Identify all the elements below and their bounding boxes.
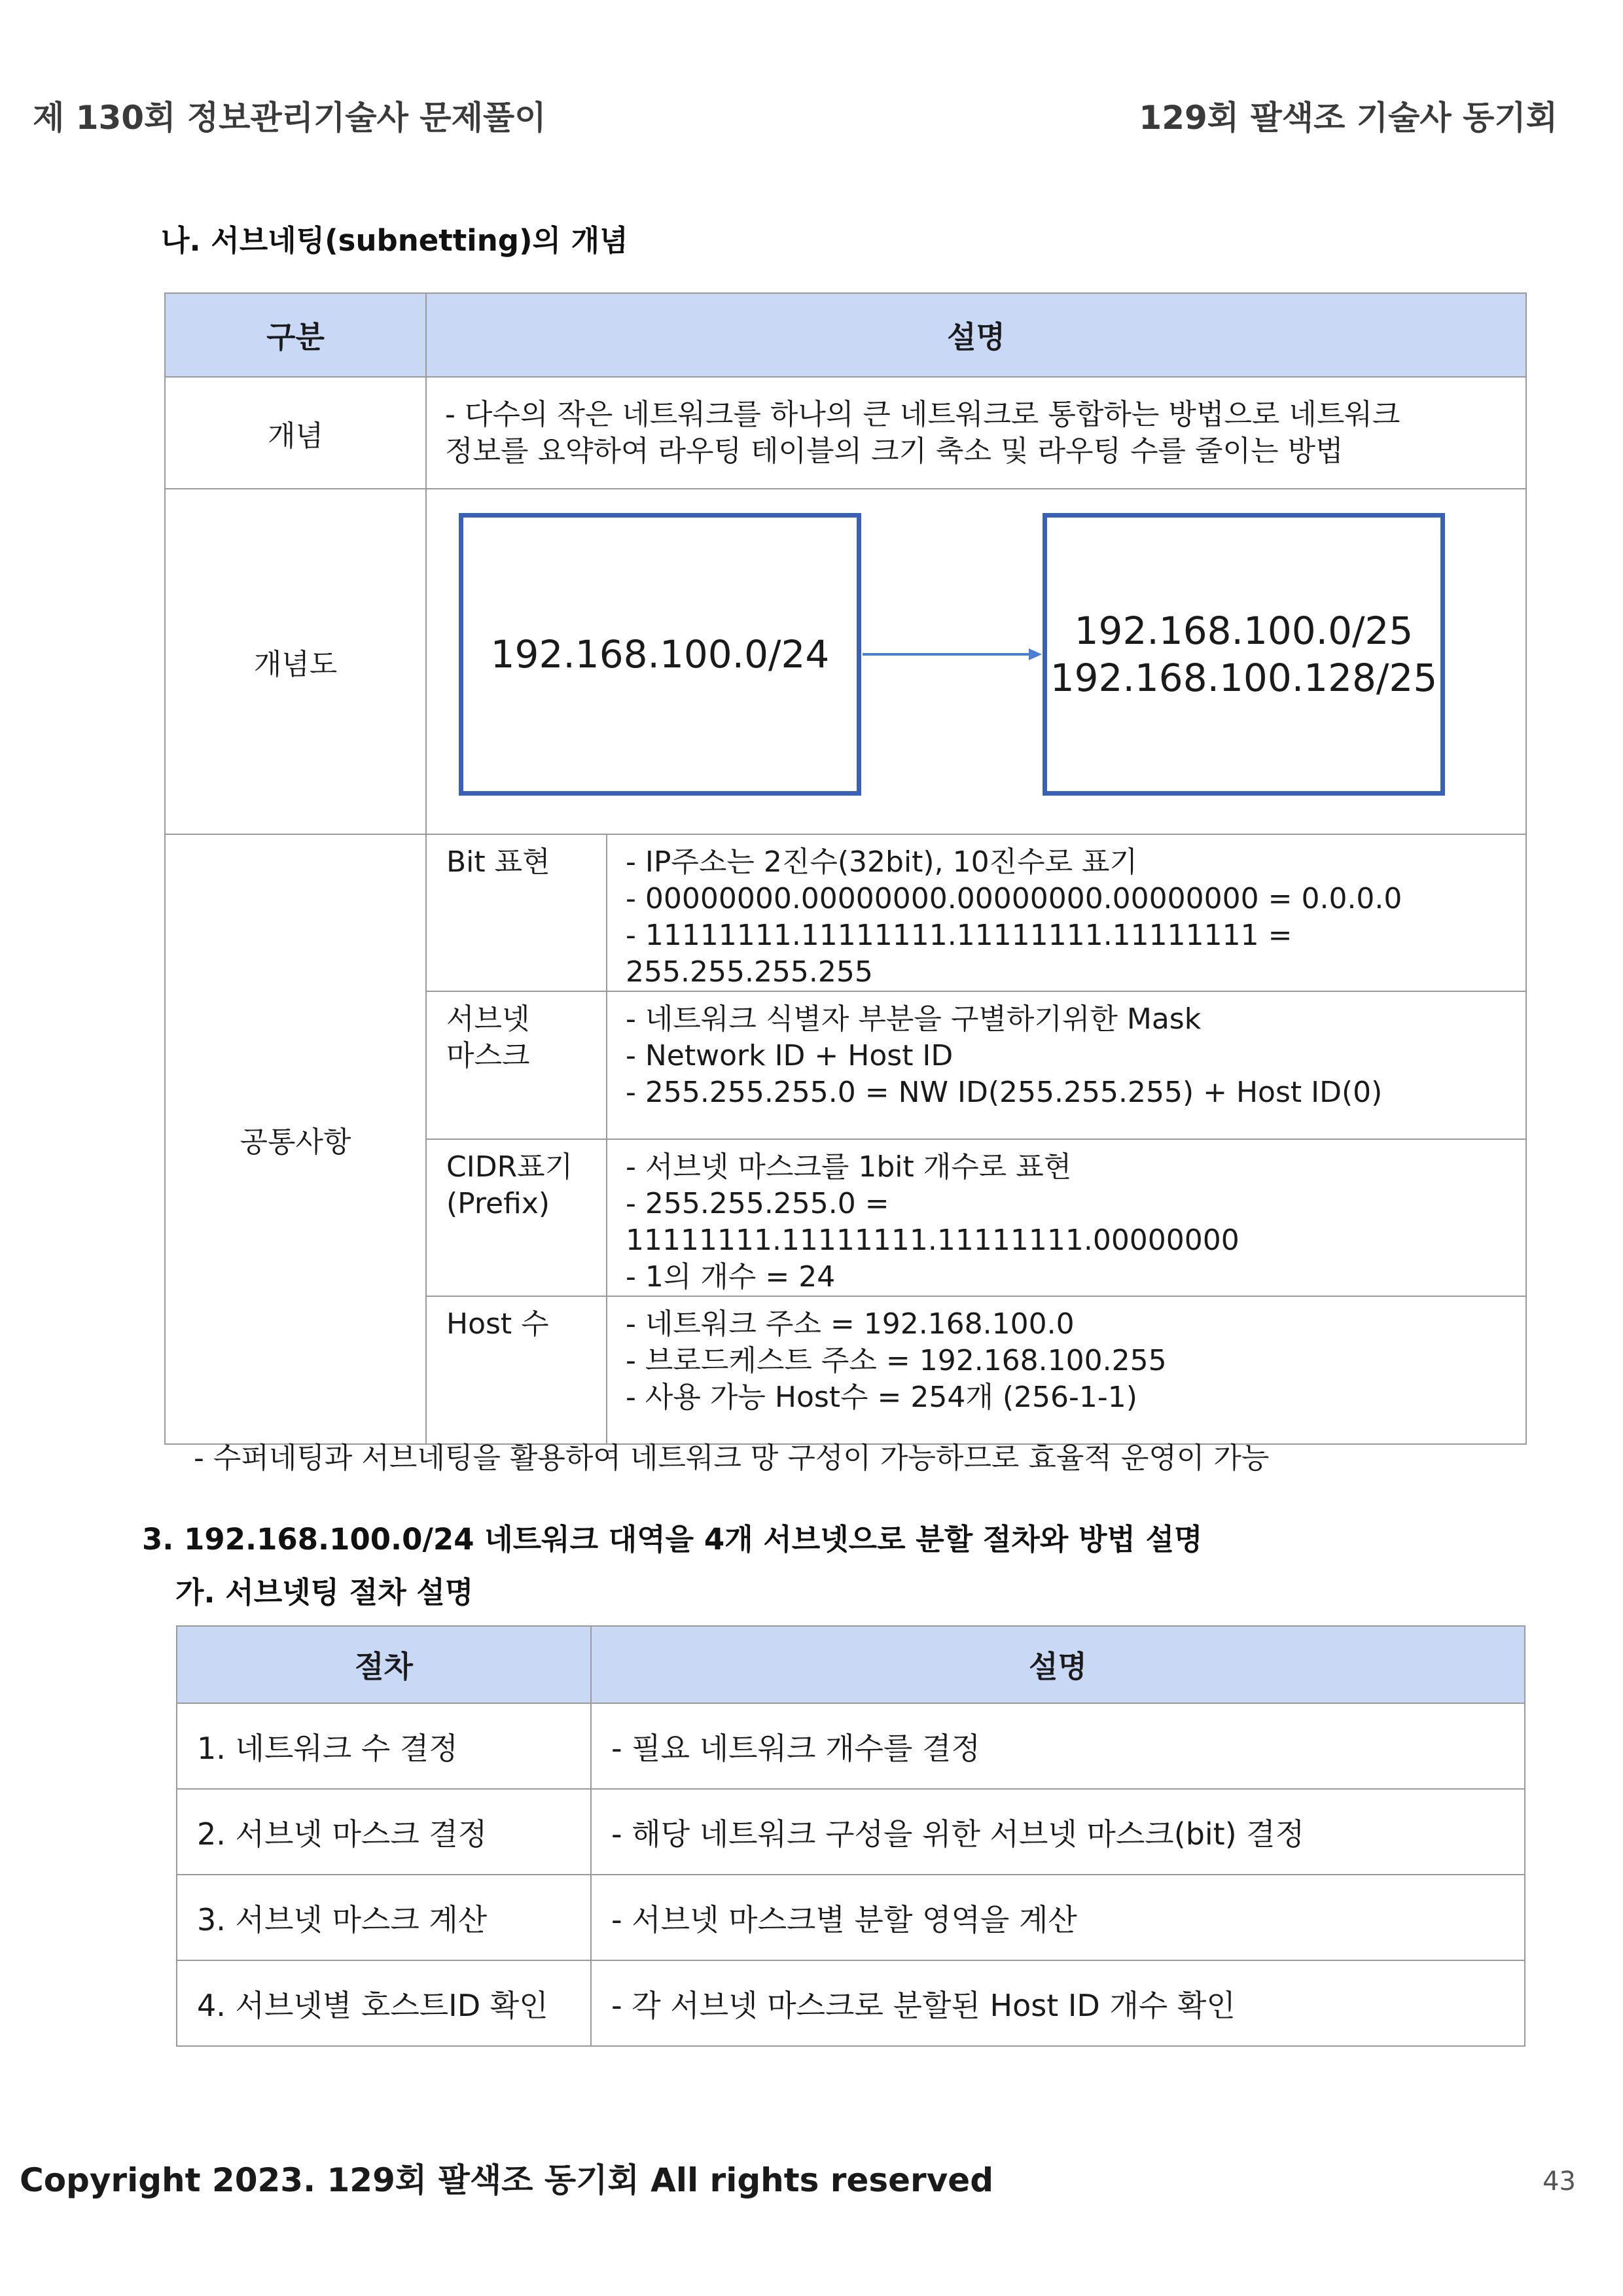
subitem-name-line: Bit 표현 [446, 845, 550, 879]
diagram-arrow-icon [861, 641, 1043, 667]
table-row [177, 1789, 1525, 1875]
desc-line: - 네트워크 주소 = 192.168.100.0 [626, 1307, 1075, 1341]
table-row-concept [165, 377, 1526, 489]
desc-line: - 00000000.00000000.00000000.00000000 = 0.0.0.0 [626, 882, 1402, 915]
procedure-step: 1. 네트워크 수 결정 [177, 1703, 591, 1789]
desc-line: - 255.255.255.0 = 11111111.11111111.11111111.00000000 [626, 1187, 1240, 1257]
common-subitem-name [426, 1139, 607, 1296]
desc-line: - 서브넷 마스크를 1bit 개수로 표현 [626, 1150, 1072, 1184]
header-cell-description: 설명 [591, 1626, 1525, 1703]
header-cell-description: 설명 [426, 293, 1526, 377]
header-cell-procedure: 절차 [177, 1626, 591, 1703]
procedure-step: 4. 서브넷별 호스트ID 확인 [177, 1960, 591, 2046]
subitem-name-line: 마스크 [446, 1039, 530, 1072]
header-left-title: 제 130회 정보관리기술사 문제풀이 [33, 99, 546, 137]
procedure-step: 3. 서브넷 마스크 계산 [177, 1875, 591, 1960]
common-subitem-desc [607, 834, 1526, 991]
desc-line: - IP주소는 2진수(32bit), 10진수로 표기 [626, 845, 1138, 879]
diagram-subnet-box [1043, 513, 1445, 796]
procedure-description: - 해당 네트워크 구성을 위한 서브넷 마스크(bit) 결정 [591, 1789, 1525, 1875]
source-network-label: 192.168.100.0/24 [490, 632, 830, 677]
subnet-label: 192.168.100.128/25 [1050, 656, 1438, 700]
subitem-name-line: CIDR표기 [446, 1150, 573, 1184]
procedure-description: - 필요 네트워크 개수를 결정 [591, 1703, 1525, 1789]
section-b-title: 나. 서브네팅(subnetting)의 개념 [161, 223, 628, 258]
common-label: 공통사항 [165, 834, 426, 1444]
desc-line: - 11111111.11111111.11111111.11111111 = 255.255.255.255 [626, 919, 1293, 989]
table-header-row [177, 1626, 1525, 1703]
common-subitem-name [426, 834, 607, 991]
desc-line: - 1의 개수 = 24 [626, 1260, 836, 1294]
section-3-subtitle: 가. 서브넷팅 절차 설명 [175, 1575, 474, 1610]
concept-line: 정보를 요약하여 라우팅 테이블의 크기 축소 및 라우팅 수를 줄이는 방법 [445, 434, 1344, 468]
desc-line: - 브로드케스트 주소 = 192.168.100.255 [626, 1344, 1167, 1377]
desc-line: - 사용 가능 Host수 = 254개 (256-1-1) [626, 1381, 1137, 1414]
subnetting-concept-table [164, 292, 1527, 1445]
common-subitem-desc [607, 1139, 1526, 1296]
page-number: 43 [1543, 2166, 1576, 2197]
footer-copyright: Copyright 2023. 129회 팔색조 동기회 All rights reserved [20, 2161, 994, 2199]
diagram-source-network-box [459, 513, 861, 796]
table-row [177, 1875, 1525, 1960]
diagram-label: 개념도 [165, 489, 426, 834]
desc-line: - 255.255.255.0 = NW ID(255.255.255) + Host ID(0) [626, 1076, 1383, 1109]
subitem-name-line: (Prefix) [446, 1187, 550, 1220]
table-row-bit [165, 834, 1526, 991]
procedure-description: - 서브넷 마스크별 분할 영역을 계산 [591, 1875, 1525, 1960]
section-3-title: 3. 192.168.100.0/24 네트워크 대역을 4개 서브넷으로 분할 절차와 방법 설명 [142, 1522, 1203, 1557]
subnet-label: 192.168.100.0/25 [1074, 609, 1414, 653]
table-row [177, 1960, 1525, 2046]
subitem-name-line: Host 수 [446, 1307, 549, 1341]
concept-label: 개념 [165, 377, 426, 489]
header-cell-category: 구분 [165, 293, 426, 377]
subnetting-procedure-table [176, 1625, 1525, 2047]
header-right-title: 129회 팔색조 기술사 동기회 [1139, 99, 1558, 137]
procedure-step: 2. 서브넷 마스크 결정 [177, 1789, 591, 1875]
concept-line: - 다수의 작은 네트워크를 하나의 큰 네트워크로 통합하는 방법으로 네트워크 [445, 397, 1400, 431]
common-subitem-name [426, 1296, 607, 1444]
common-subitem-desc [607, 991, 1526, 1139]
subitem-name-line: 서브넷 [446, 1002, 530, 1036]
desc-line: - 네트워크 식별자 부분을 구별하기위한 Mask [626, 1002, 1202, 1036]
concept-description [426, 377, 1526, 489]
table-header-row [165, 293, 1526, 377]
procedure-description: - 각 서브넷 마스크로 분할된 Host ID 개수 확인 [591, 1960, 1525, 2046]
table-row [177, 1703, 1525, 1789]
desc-line: - Network ID + Host ID [626, 1039, 954, 1072]
common-subitem-desc [607, 1296, 1526, 1444]
common-subitem-name [426, 991, 607, 1139]
supernetting-note: - 수퍼네팅과 서브네팅을 활용하여 네트워크 망 구성이 가능하므로 효율적 운영이 가능 [194, 1441, 1270, 1475]
